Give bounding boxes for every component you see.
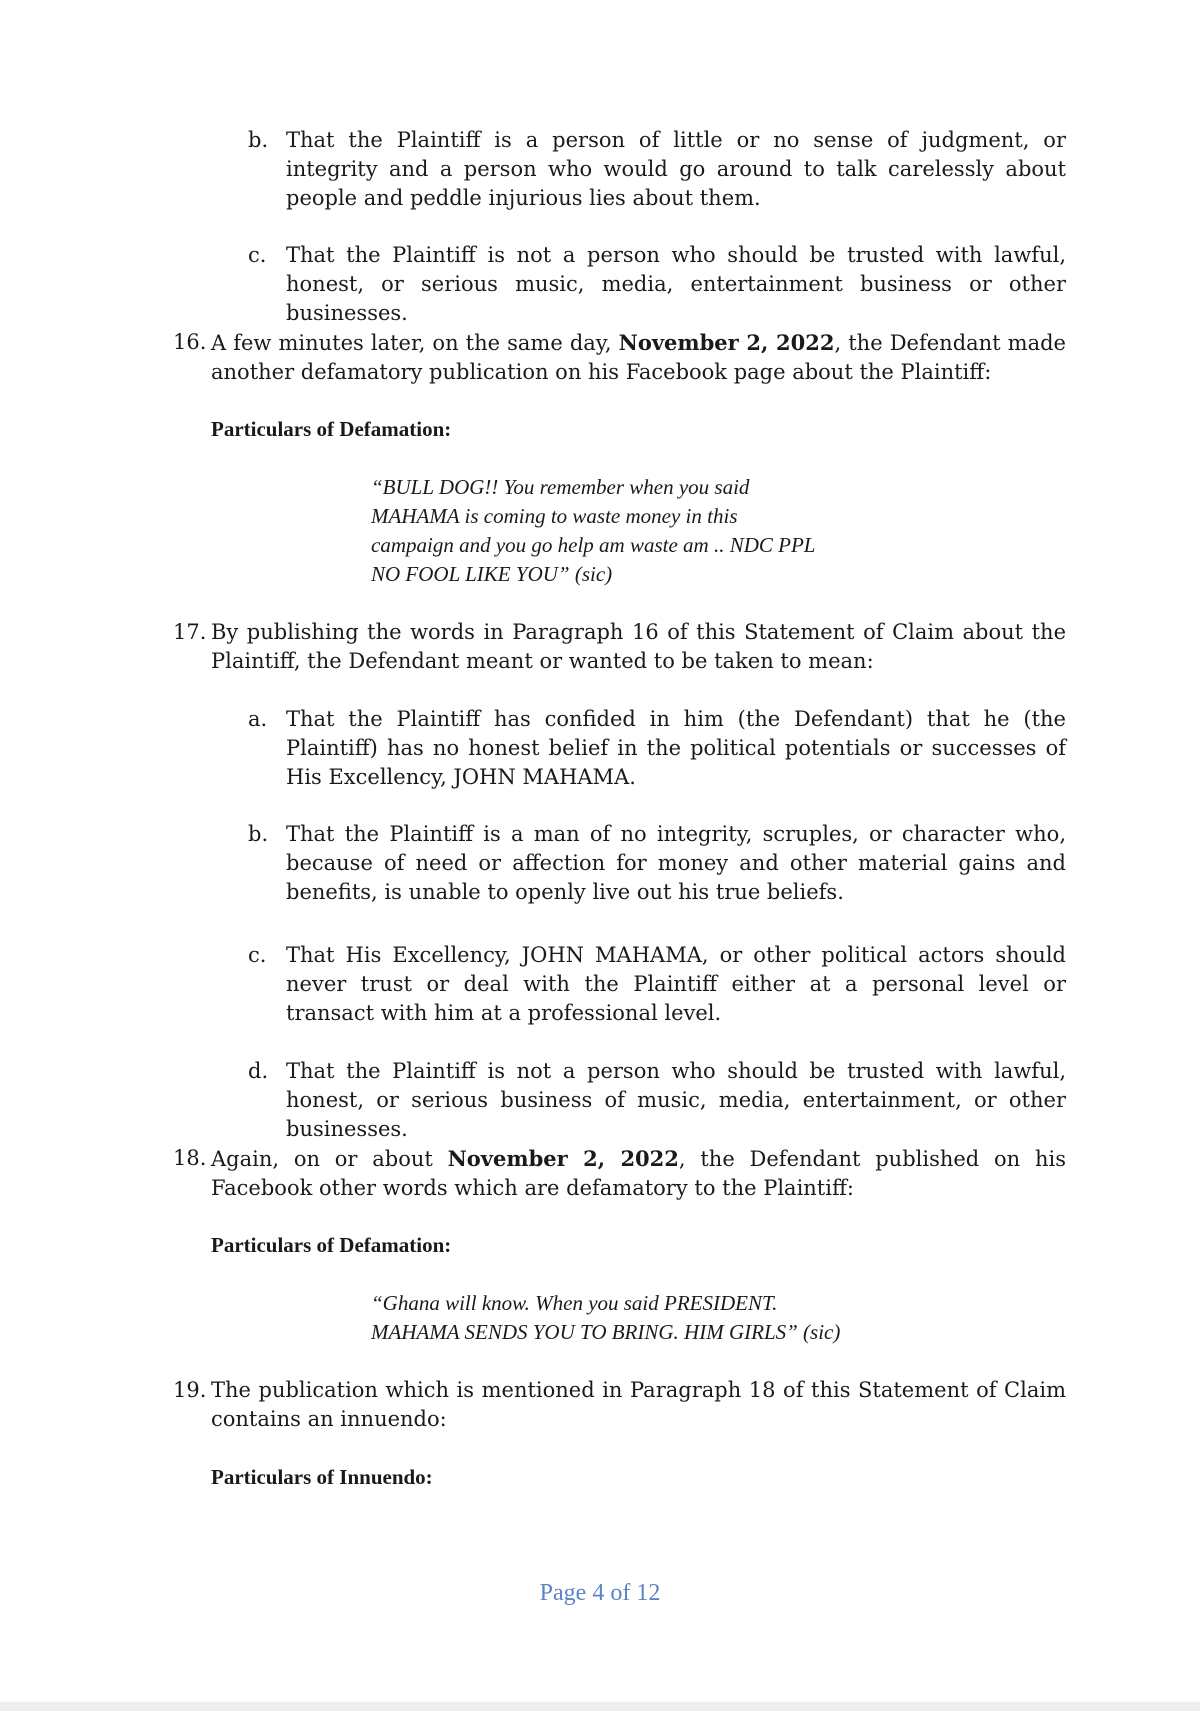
paragraph-16-text: A few minutes later, on the same day,: [211, 331, 619, 355]
item-label: b.: [248, 128, 269, 152]
paragraph-19: The publication which is mentioned in Paragraph 18 of this Statement of Claim contains an innuendo:: [211, 1378, 1066, 1431]
paragraph-18-date: November 2, 2022: [447, 1146, 679, 1171]
item-label: c.: [248, 243, 267, 267]
paragraph-17b: That the Plaintiff is a man of no integrity, scruples, or character who, because of need or affection for money and other material gains and benefits, is unable to openly live out his true beliefs.: [286, 822, 1066, 904]
page-bottom-edge: [0, 1702, 1200, 1711]
paragraph-17a: That the Plaintiff has confided in him (the Defendant) that he (the Plaintiff) has no honest belief in the political potentials or successes of His Excellency, JOHN MAHAMA.: [286, 707, 1066, 789]
item-label: b.: [248, 822, 269, 846]
defamation-quote-18: [371, 1289, 896, 1347]
paragraph-number: 19.: [173, 1378, 207, 1402]
paragraph-16-text-end: , the Defendant made another defamatory publication on his Facebook page about the Plaintiff:: [211, 331, 1066, 384]
paragraph-18: [211, 1144, 1066, 1203]
paragraph-17: By publishing the words in Paragraph 16 of this Statement of Claim about the Plaintiff, the Defendant meant or wanted to be taken to mean:: [211, 620, 1066, 673]
quote-line: NO FOOL LIKE YOU” (sic): [371, 562, 613, 586]
paragraph-16-date: November 2, 2022: [618, 330, 835, 355]
item-label: c.: [248, 943, 267, 967]
particulars-heading: Particulars of Defamation:: [211, 417, 452, 441]
paragraph-15c: That the Plaintiff is not a person who should be trusted with lawful, honest, or serious music, media, entertainment business or other businesses.: [286, 243, 1066, 325]
quote-line: campaign and you go help am waste am .. NDC PPL: [371, 533, 816, 557]
paragraph-17c: That His Excellency, JOHN MAHAMA, or other political actors should never trust or deal with the Plaintiff either at a personal level or transact with him at a professional level.: [286, 943, 1066, 1025]
page-number: Page 4 of 12: [539, 1580, 661, 1606]
item-label: d.: [248, 1059, 269, 1083]
quote-line: “BULL DOG!! You remember when you said: [371, 475, 750, 499]
quote-line: MAHAMA SENDS YOU TO BRING. HIM GIRLS” (sic): [371, 1320, 841, 1344]
item-label: a.: [248, 707, 268, 731]
paragraph-15b: That the Plaintiff is a person of little or no sense of judgment, or integrity and a person who would go around to talk carelessly about people and peddle injurious lies about them.: [286, 128, 1066, 210]
paragraph-number: 18.: [173, 1146, 207, 1170]
paragraph-17d: That the Plaintiff is not a person who should be trusted with lawful, honest, or serious business of music, media, entertainment, or other businesses.: [286, 1059, 1066, 1141]
paragraph-18-text-end: , the Defendant published on his Facebook other words which are defamatory to the Plaintiff:: [211, 1147, 1067, 1200]
defamation-quote-16: [371, 473, 896, 589]
quote-line: MAHAMA is coming to waste money in this: [371, 504, 738, 528]
paragraph-number: 16.: [173, 330, 207, 354]
quote-line: “Ghana will know. When you said PRESIDENT.: [371, 1291, 778, 1315]
paragraph-number: 17.: [173, 620, 207, 644]
paragraph-16: [211, 328, 1066, 387]
particulars-heading: Particulars of Defamation:: [211, 1233, 452, 1257]
paragraph-18-text: Again, on or about: [211, 1147, 448, 1171]
particulars-heading: Particulars of Innuendo:: [211, 1465, 433, 1489]
